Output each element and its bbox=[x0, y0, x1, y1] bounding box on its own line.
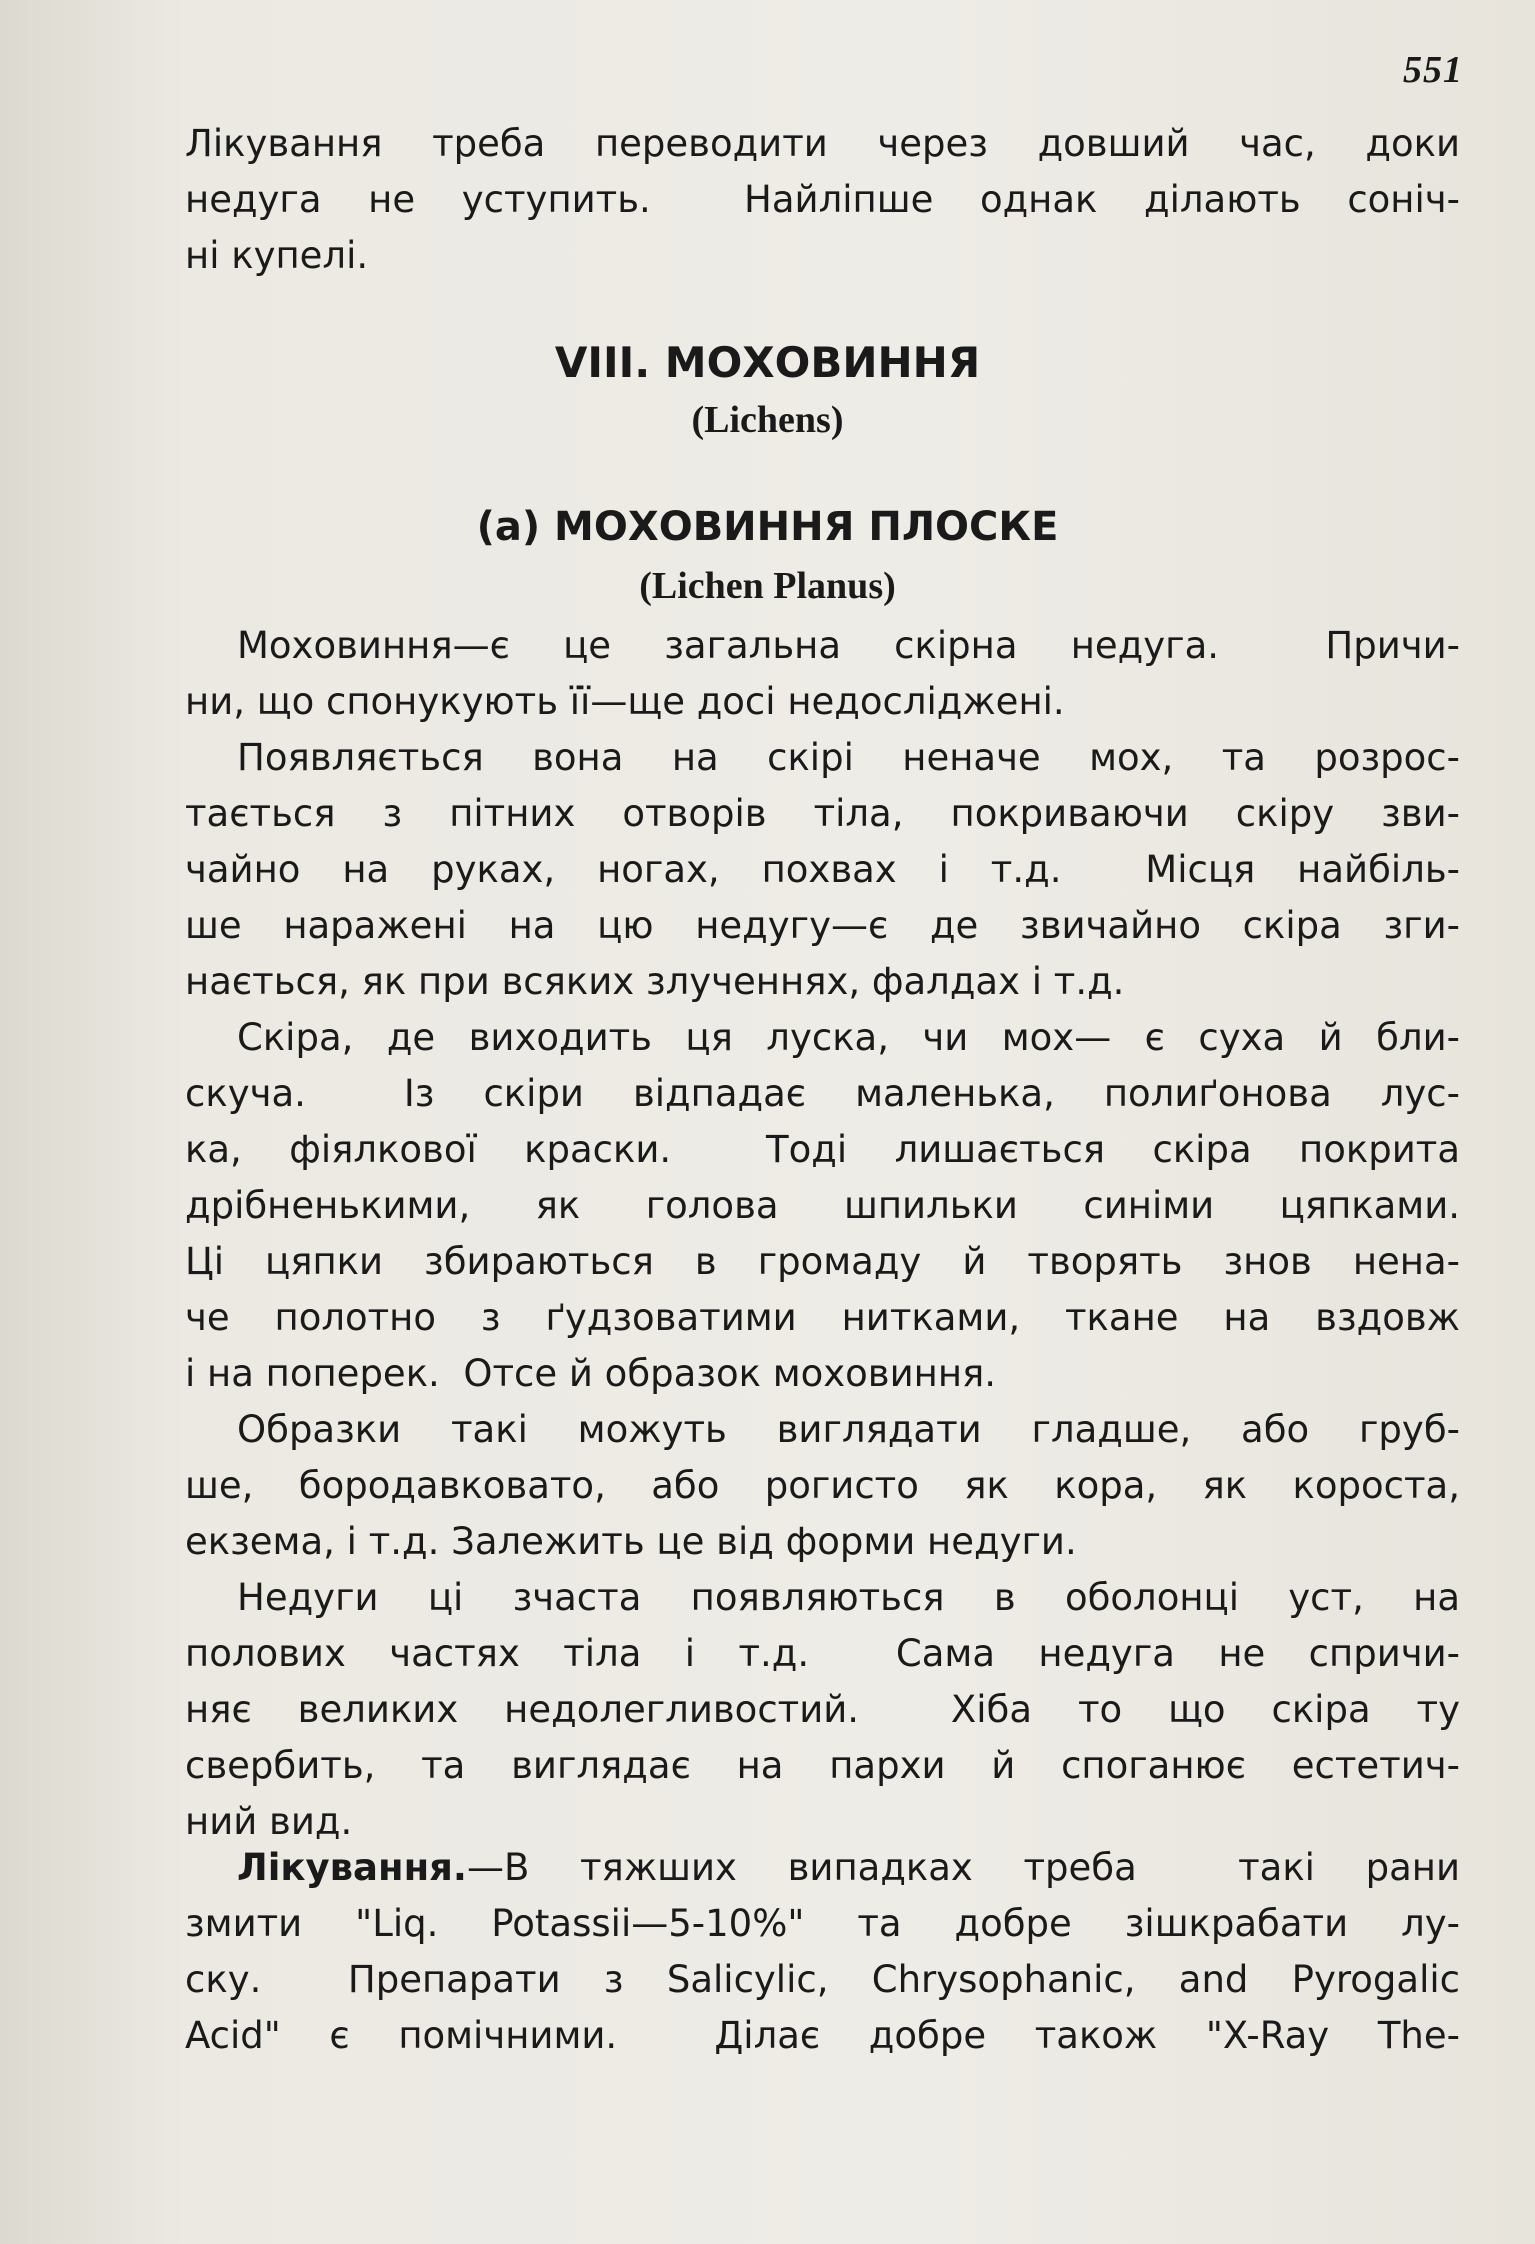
text-line: полових частях тіла і т.д. Сама недуга не спричи- bbox=[185, 1632, 1460, 1675]
paragraph bbox=[185, 1402, 1460, 1570]
text-line: чайно на руках, ногах, похвах і т.д. Місця найбіль- bbox=[185, 848, 1460, 891]
page-number: 551 bbox=[1403, 49, 1463, 91]
text-line: Скіра, де виходить ця луска, чи мох— є суха й бли- bbox=[237, 1016, 1460, 1059]
text-line: ску. Препарати з Salicylic, Chrysophanic, and Pyrogalic bbox=[185, 1958, 1460, 2001]
text-line: екзема, і т.д. Залежить це від форми недуги. bbox=[185, 1520, 1077, 1563]
text-line: ка, фіялкової краски. Тоді лишається скіра покрита bbox=[185, 1128, 1460, 1171]
section-subtitle: (Lichens) bbox=[691, 399, 844, 441]
text-line: і на поперек. Отсе й образок моховиння. bbox=[185, 1352, 997, 1395]
paragraph bbox=[185, 1010, 1460, 1402]
paragraph bbox=[185, 1570, 1460, 1850]
text-line: дрібненькими, як голова шпильки синіми цяпками. bbox=[185, 1184, 1460, 1227]
text-line: ни, що спонукують її—ще досі недосліджені. bbox=[185, 680, 1065, 723]
subsection-title: (а) МОХОВИННЯ ПЛОСКЕ bbox=[476, 504, 1059, 550]
text-line: нається, як при всяких злученнях, фалдах і т.д. bbox=[185, 960, 1125, 1003]
text-line: свербить, та виглядає на пархи й споганює естетич- bbox=[185, 1744, 1460, 1787]
text-line: Недуги ці зчаста появляються в оболонці уст, на bbox=[237, 1576, 1460, 1619]
text-line: тається з пітних отворів тіла, покриваючи скіру зви- bbox=[185, 792, 1460, 835]
text-line: недуга не уступить. Найліпше однак ділають соніч- bbox=[185, 178, 1460, 221]
section-title: VIII. МОХОВИННЯ bbox=[554, 338, 981, 387]
intro-paragraph bbox=[185, 116, 1460, 284]
text-line: ше наражені на цю недугу—є де звичайно скіра зги- bbox=[185, 904, 1460, 947]
treatment-lead: Лікування. bbox=[237, 1846, 467, 1889]
text-line: Появляється вона на скірі неначе мох, та розрос- bbox=[237, 736, 1460, 779]
text-line: скуча. Із скіри відпадає маленька, полиґонова лус- bbox=[185, 1072, 1460, 1115]
text-line: ні купелі. bbox=[185, 234, 369, 277]
text-line: че полотно з ґудзоватими нитками, ткане на вздовж bbox=[185, 1296, 1460, 1339]
subsection-subtitle: (Lichen Planus) bbox=[639, 565, 896, 607]
text-line: Образки такі можуть виглядати гладше, або груб- bbox=[237, 1408, 1460, 1451]
text-line: змити "Liq. Potassii—5-10%" та добре зішкрабати лу- bbox=[185, 1902, 1460, 1945]
text-line: Лікування треба переводити через довший час, доки bbox=[185, 122, 1460, 165]
text-line: Acid" є помічними. Ділає добре також "X-Ray The- bbox=[185, 2014, 1460, 2057]
text-line: Ці цяпки збираються в громаду й творять знов нена- bbox=[185, 1240, 1460, 1283]
text-line: Лікування.—В тяжших випадках треба такі рани bbox=[237, 1846, 1460, 1889]
text-line: ше, бородавковато, або рогисто як кора, як короста, bbox=[185, 1464, 1460, 1507]
paragraph bbox=[185, 618, 1460, 730]
text-line: Моховиння—є це загальна скірна недуга. Причи- bbox=[237, 624, 1460, 667]
text-line: няє великих недолегливостий. Хіба то що скіра ту bbox=[185, 1688, 1460, 1731]
treatment-paragraph bbox=[185, 1840, 1460, 2064]
paragraph bbox=[185, 730, 1460, 1010]
text-line: ний вид. bbox=[185, 1800, 353, 1843]
